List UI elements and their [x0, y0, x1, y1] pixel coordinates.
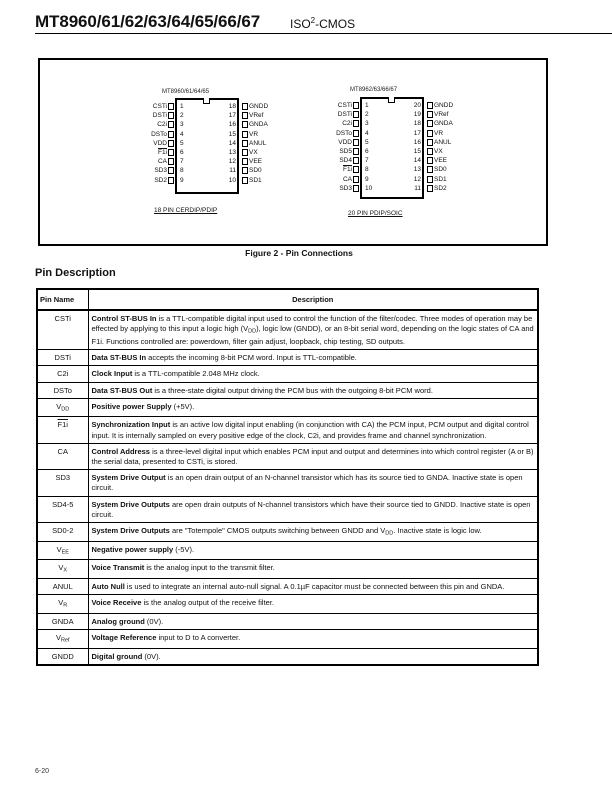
description-cell	[88, 648, 538, 665]
pin-name-subscript: EE	[61, 549, 69, 556]
section-title: Pin Description	[35, 267, 116, 279]
pin-number: 11	[414, 184, 421, 192]
table-row	[37, 366, 538, 382]
pin-name-cell	[37, 579, 88, 595]
pin-name: SD2	[154, 176, 167, 184]
pin-number: 6	[365, 148, 369, 155]
table-row	[37, 443, 538, 469]
pin-name: SD1	[249, 176, 262, 184]
pin-name: C2i	[342, 120, 352, 128]
pin-name: V	[55, 633, 61, 643]
pin-name: SD0-2	[52, 526, 74, 536]
pin-name: VDD	[153, 139, 167, 147]
pin-name-cell	[37, 648, 88, 665]
pin-entry	[40, 129, 550, 138]
pin-number: 4	[365, 129, 369, 137]
pin-name: DSTo	[336, 129, 352, 137]
description-term: System Drive Outputs	[91, 526, 170, 536]
description-cell	[88, 579, 538, 595]
pin-lead-icon	[427, 102, 433, 109]
pin-name: SD0	[249, 167, 262, 175]
pin-number: 5	[365, 138, 369, 146]
table-row	[37, 496, 538, 522]
description-text: are "Totempole" CMOS outputs switching between GNDD and V	[169, 526, 386, 536]
pin-entry	[40, 119, 550, 128]
pin-entry	[40, 101, 550, 110]
description-term: Auto Null	[91, 582, 125, 592]
description-term: Voltage Reference	[91, 633, 157, 643]
part-number-title: MT8960/61/62/63/64/65/66/67	[35, 12, 261, 31]
pin-number: 15	[413, 148, 421, 155]
pin-number: 4	[180, 130, 184, 138]
pin-name: V	[56, 544, 62, 554]
pin-name: CSTi	[152, 103, 167, 110]
pin-name: GNDD	[434, 102, 454, 109]
description-text: is used to integrate an internal auto-null signal. A 0.1µF capacitor must be connected between this pin and GNDA.	[124, 582, 505, 592]
table-row	[37, 648, 538, 665]
pin-lead-icon	[427, 185, 433, 192]
pin-name: VR	[249, 130, 259, 138]
description-cell	[88, 560, 538, 579]
description-cell	[88, 470, 538, 496]
pin-name: DSTi	[54, 353, 71, 363]
pin-name: ANUL	[249, 139, 267, 147]
description-text: is a TTL-compatible digital input used to control the function of the filter/codec. Three modes of operation may be effected by applying to this input a logic high (V	[91, 314, 533, 334]
pin-number: 13	[413, 166, 421, 174]
pin-name: V	[56, 401, 62, 411]
table-row	[37, 398, 538, 417]
description-text: is a three-level digital input which enables PCM input and output and determines into which control register (A or B) the serial data, presented to CSTi, is stored.	[91, 446, 534, 467]
pin-name: GNDA	[51, 617, 74, 627]
description-term: Positive power Supply	[91, 401, 172, 411]
description-subscript: DD	[385, 530, 394, 537]
description-term: Negative power supply	[91, 544, 174, 554]
pin-name-cell	[37, 417, 88, 443]
description-text: is the analog output of the receive filter.	[141, 598, 274, 608]
pin-name-subscript: X	[63, 567, 68, 574]
pin-name: SD1	[434, 175, 447, 183]
description-term: System Drive Outputs	[91, 499, 170, 509]
pin-name: SD5	[339, 148, 352, 155]
table-row	[37, 470, 538, 496]
pin-number: 5	[180, 139, 184, 147]
table-row	[37, 614, 538, 630]
pin-number: 16	[228, 121, 236, 129]
description-cell	[88, 630, 538, 649]
table-row	[37, 417, 538, 443]
description-term: Control ST-BUS In	[91, 314, 157, 323]
technology-suffix: -CMOS	[315, 17, 356, 31]
pin-number: 7	[365, 157, 369, 165]
pin-entry	[40, 175, 550, 184]
description-text: is a TTL-compatible 2.048 MHz clock.	[132, 369, 260, 379]
table-row	[37, 579, 538, 595]
pin-name: GNDD	[51, 651, 74, 661]
description-cell	[88, 496, 538, 522]
pin-number: 8	[365, 166, 369, 174]
description-cell	[88, 350, 538, 366]
pin-name: DSTi	[152, 112, 167, 120]
pin-name: DSTi	[337, 111, 352, 119]
pin-name: C2i	[157, 121, 167, 129]
pin-name: GNDA	[434, 120, 453, 128]
pin-connections-figure	[38, 58, 548, 246]
pin-number: 11	[229, 167, 236, 175]
description-cell	[88, 382, 538, 398]
pin-name-cell	[37, 541, 88, 560]
pin-name: C2i	[57, 369, 69, 379]
pin-name-cell	[37, 366, 88, 382]
description-text-continued: ), logic low (GNDD), or an 8-bit serial word, depending on the logic states of CA and F1i. Functions controlled are: powerdown, filter gain adjust, loopback, chip testing, SD outputs.	[91, 324, 534, 346]
description-term: Digital ground	[91, 651, 143, 661]
pin-number: 10	[228, 176, 236, 184]
pin-number: 18	[413, 120, 421, 128]
pin-name: SD4	[339, 157, 352, 165]
description-cell	[88, 417, 538, 443]
pin-name: V	[58, 563, 64, 573]
pin-lead-icon	[427, 120, 433, 127]
pin-number: 12	[413, 175, 421, 183]
chip-18-package-label: 18 PIN CERDIP/PDIP	[154, 207, 218, 214]
description-text: is the analog input to the transmit filter.	[144, 563, 275, 573]
pin-name: SD4-5	[52, 499, 74, 509]
pin-number: 16	[413, 138, 421, 146]
pin-entry	[40, 110, 550, 119]
pin-name: GNDD	[249, 103, 269, 110]
pin-entry	[40, 147, 550, 156]
table-row	[37, 541, 538, 560]
table-row	[37, 595, 538, 614]
pin-name: DSTo	[53, 385, 72, 395]
pin-number: 12	[228, 158, 236, 166]
pin-name-cell	[37, 496, 88, 522]
chip-18-title: MT8960/61/64/65	[162, 89, 210, 95]
pin-number: 7	[180, 158, 184, 166]
pin-lead-icon	[427, 139, 433, 146]
pin-name: VDD	[338, 138, 352, 146]
pin-name-cell	[37, 350, 88, 366]
pin-name: SD0	[434, 166, 447, 174]
description-term: Synchronization Input	[91, 420, 171, 430]
description-cell	[88, 541, 538, 560]
table-row	[37, 350, 538, 366]
description-term: Data ST-BUS Out	[91, 385, 153, 395]
pin-name: SD2	[434, 184, 447, 192]
pin-entry	[40, 184, 550, 193]
description-text: is a three-state digital output driving the PCM bus with the outgoing 8-bit PCM word.	[152, 385, 433, 395]
description-term: Data ST-BUS In	[91, 353, 147, 363]
pin-lead-icon	[427, 176, 433, 183]
table-row	[37, 560, 538, 579]
pin-name: F1i	[57, 420, 68, 430]
table-row	[37, 382, 538, 398]
table-row	[37, 523, 538, 542]
pin-number: 15	[228, 130, 236, 138]
table-header-row	[37, 289, 538, 310]
technology-prefix: ISO	[290, 17, 311, 31]
pin-lead-icon	[427, 111, 433, 118]
pin-entry	[40, 138, 550, 147]
chip-20-package-label: 20 PIN PDIP/SOIC	[348, 210, 403, 217]
pin-lead-icon	[427, 166, 433, 173]
pin-name: CSTi	[337, 102, 352, 109]
pin-number: 2	[180, 112, 184, 120]
page-header	[35, 10, 612, 34]
pin-name: ANUL	[434, 138, 452, 146]
pin-number: 3	[180, 121, 184, 129]
pin-number: 9	[180, 176, 184, 184]
description-text-continued: . Inactive state is logic low.	[393, 526, 482, 536]
pin-number: 1	[180, 103, 184, 110]
pin-name: ANUL	[52, 582, 73, 592]
pin-number: 8	[180, 167, 184, 175]
pin-name-subscript: DD	[61, 406, 70, 413]
pin-name: CA	[342, 175, 352, 183]
pin-name-cell	[37, 595, 88, 614]
pin-description-table	[36, 288, 539, 666]
description-term: Analog ground	[91, 617, 145, 627]
pin-number: 3	[365, 120, 369, 128]
pin-name-cell	[37, 443, 88, 469]
description-cell	[88, 595, 538, 614]
pin-name: VX	[434, 148, 443, 155]
pin-name: F1i	[342, 166, 352, 174]
description-text: (-5V).	[173, 544, 195, 554]
pin-name-subscript: R	[63, 602, 68, 609]
description-text: are open drain outputs of N-channel transistors which have their source tied to GNDD. Inactive state is open circuit.	[91, 499, 531, 519]
table-row	[37, 630, 538, 649]
pin-number: 20	[413, 102, 421, 109]
description-term: System Drive Output	[91, 473, 166, 483]
description-cell	[88, 523, 538, 542]
pin-number: 18	[228, 103, 236, 110]
figure-caption-text: Figure 2 - Pin Connections	[245, 248, 353, 258]
figure-caption	[0, 248, 612, 258]
column-header-pin-name: Pin Name	[37, 289, 88, 310]
pin-number: 6	[180, 149, 184, 156]
description-text: is an open drain output of an N-channel transistor which has its source tied to GNDA. Inactive state is open circuit.	[91, 473, 523, 493]
pin-name-cell	[37, 614, 88, 630]
pin-number: 14	[228, 139, 236, 147]
pin-name: VX	[249, 149, 258, 156]
description-term: Clock Input	[91, 369, 133, 379]
description-text: accepts the incoming 8-bit PCM word. Input is TTL-compatible.	[146, 353, 357, 363]
pin-name: VRef	[434, 111, 449, 119]
pin-number: 14	[413, 157, 421, 165]
pin-name: VRef	[249, 112, 264, 120]
pin-name: CA	[57, 446, 68, 456]
description-cell	[88, 614, 538, 630]
description-cell	[88, 443, 538, 469]
pin-entry	[40, 156, 550, 165]
pin-name: VR	[434, 129, 444, 137]
pin-name-cell	[37, 470, 88, 496]
pin-number: 17	[228, 112, 236, 120]
pin-name: SD3	[339, 184, 352, 192]
pin-name: VEE	[249, 158, 263, 166]
pin-name: F1i	[157, 149, 167, 156]
pin-number: 17	[413, 129, 421, 137]
table-body	[37, 310, 538, 665]
description-text: (+5V).	[171, 401, 195, 411]
pin-name-cell	[37, 630, 88, 649]
pin-number: 10	[365, 184, 373, 192]
description-text: (0V).	[142, 651, 161, 661]
pin-name-cell	[37, 382, 88, 398]
description-text: input to D to A converter.	[156, 633, 241, 643]
description-cell	[88, 310, 538, 350]
pin-name: V	[58, 598, 64, 608]
description-text: (0V).	[144, 617, 164, 627]
pin-number: 2	[365, 111, 369, 119]
pin-name-subscript: Ref	[60, 637, 70, 644]
pin-number: 13	[228, 149, 236, 156]
pin-number: 1	[365, 102, 369, 109]
pin-lead-icon	[427, 148, 433, 155]
pin-lead-icon	[427, 157, 433, 164]
column-header-description: Description	[88, 289, 538, 310]
pin-number: 19	[413, 111, 421, 119]
pin-name: VEE	[434, 157, 448, 165]
description-subscript: DD	[248, 328, 257, 335]
pin-lead-icon	[427, 130, 433, 137]
pin-entry	[40, 165, 550, 174]
pin-name: CA	[157, 158, 167, 166]
pin-name: CSTi	[54, 314, 71, 323]
pin-name-cell	[37, 310, 88, 350]
pin-name-cell	[37, 523, 88, 542]
technology-label	[290, 16, 355, 31]
pin-number: 9	[365, 175, 369, 183]
description-cell	[88, 366, 538, 382]
description-term: Voice Receive	[91, 598, 142, 608]
pin-name: SD3	[154, 167, 167, 175]
description-term: Voice Transmit	[91, 563, 145, 573]
pin-name-cell	[37, 398, 88, 417]
description-term: Control Address	[91, 446, 150, 456]
page-number: 6-20	[35, 768, 50, 775]
description-cell	[88, 398, 538, 417]
pin-name: SD3	[55, 473, 71, 483]
description-text: is an active low digital input enabling (in conjunction with CA) the PCM input, PCM output and digital control input. It is internally sampled on every positive edge of the clock, C2i, and provides frame and channel synchronization.	[91, 420, 529, 440]
table-row	[37, 310, 538, 350]
chip-20-title: MT8962/63/66/67	[350, 87, 398, 93]
technology-superscript: 2	[310, 16, 316, 25]
pin-name-cell	[37, 560, 88, 579]
pin-name: GNDA	[249, 121, 268, 129]
pin-name: DSTo	[151, 130, 167, 138]
